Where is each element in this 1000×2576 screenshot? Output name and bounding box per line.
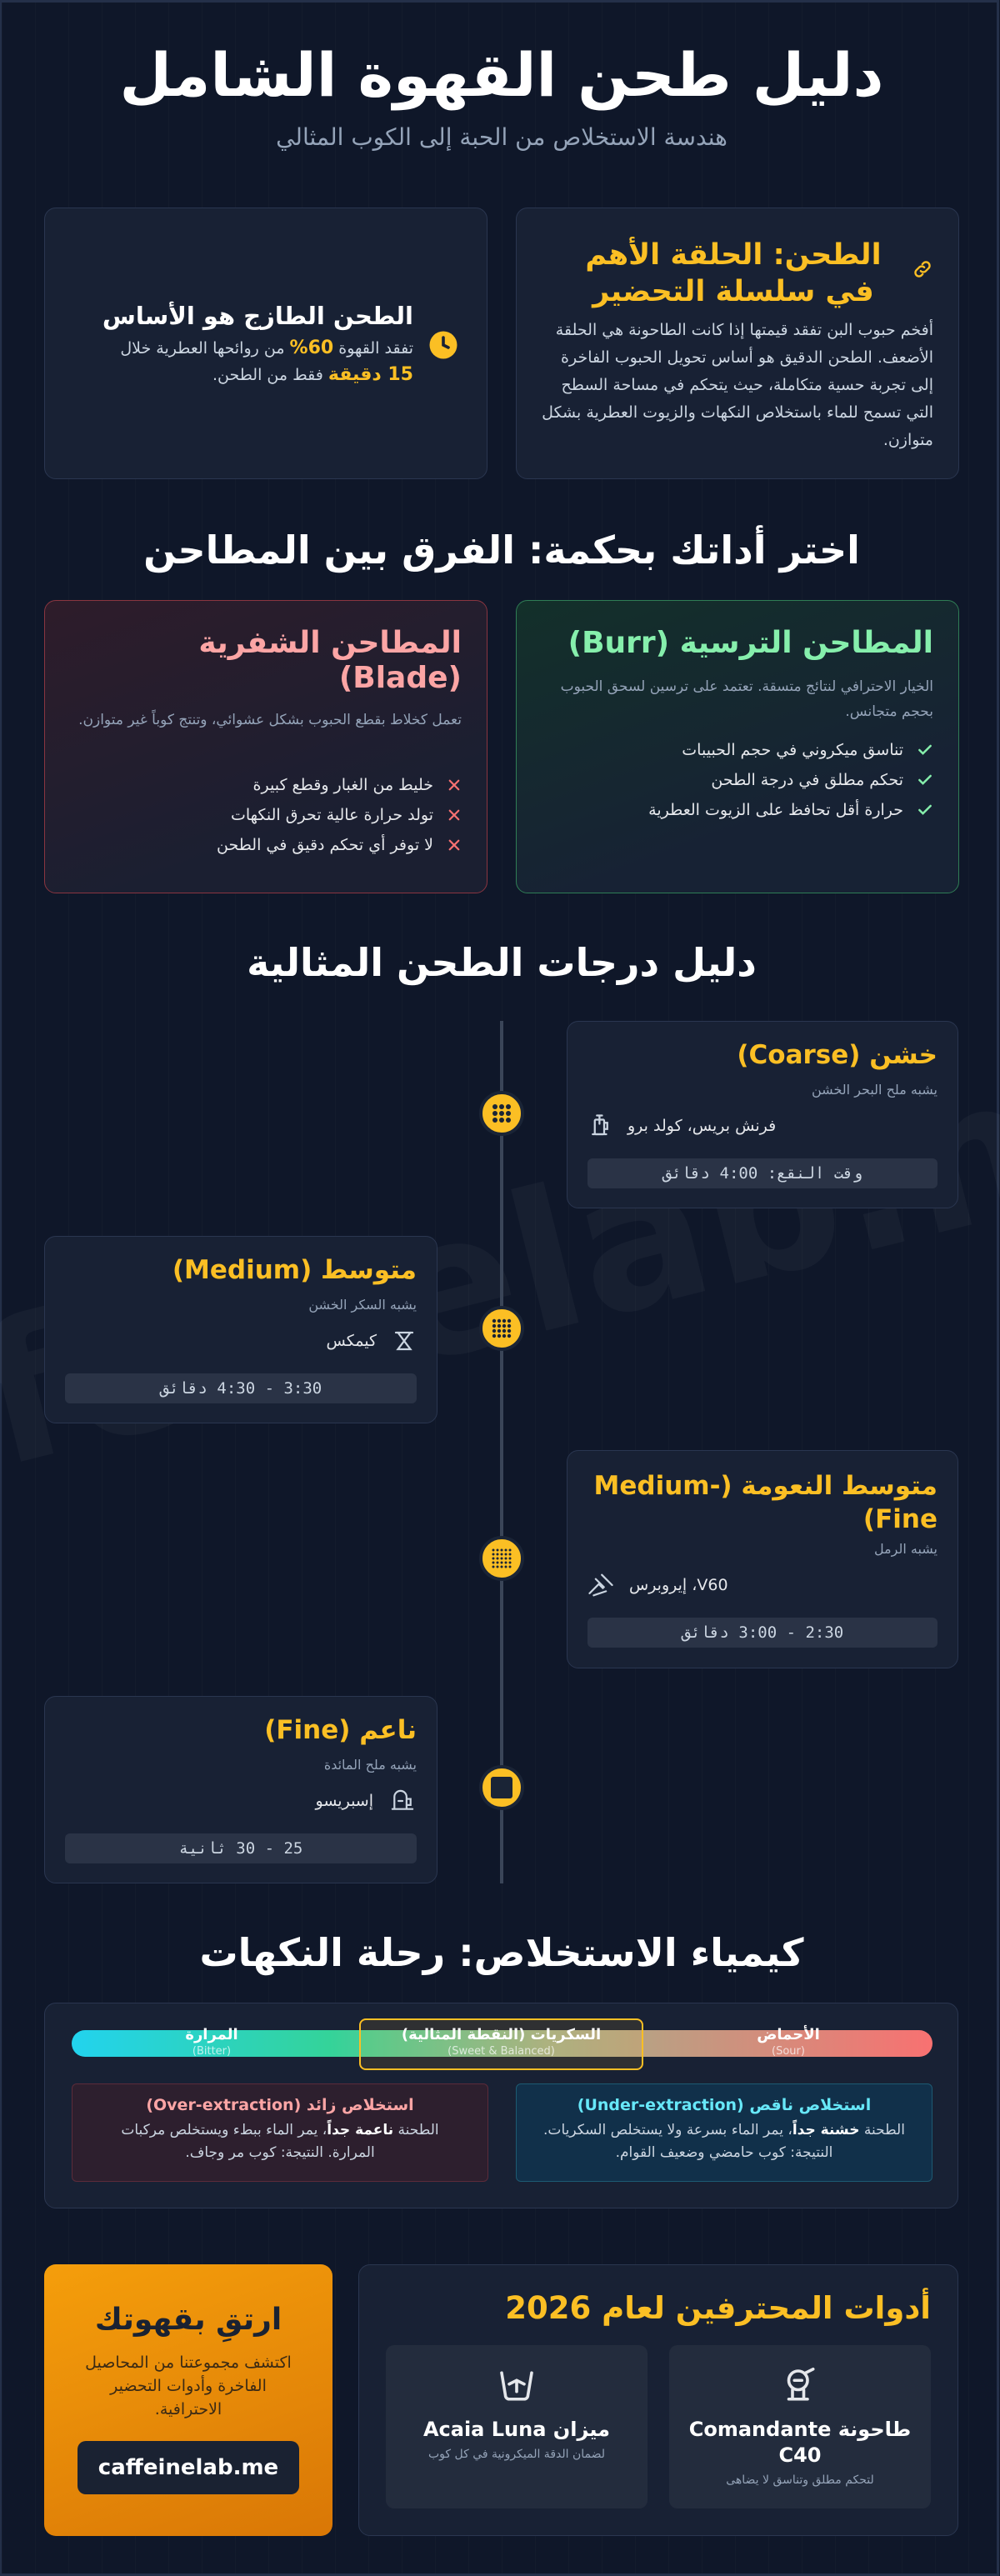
extraction-section-title: كيمياء الاستخلاص: رحلة النكهات	[200, 1930, 805, 1975]
over-title: استخلاص زائد (Over-extraction)	[147, 2096, 415, 2114]
grind-medium-fine-marker	[480, 1536, 525, 1581]
card-title-line-2: في سلسلة التحضير	[593, 275, 875, 308]
level-like: يشبه الرمل	[874, 1541, 938, 1557]
grind-level-medium	[45, 1236, 438, 1423]
cta-link-button[interactable]: caffeinelab.me	[78, 2441, 300, 2494]
burr-title: المطاحن الترسية (Burr)	[568, 626, 934, 660]
espresso-machine-icon	[389, 1788, 418, 1813]
level-name: ناعم (Fine)	[265, 1715, 418, 1745]
cta-title: ارتقِ بقهوتك	[95, 2303, 283, 2337]
blade-title: المطاحن الشفرية (Blade)	[199, 626, 462, 695]
page-subtitle: هندسة الاستخلاص من الحبة إلى الكوب المثالي	[277, 123, 728, 151]
level-method: إسبريسو	[317, 1788, 418, 1813]
level-time: 25 - 30 ثانية	[66, 1833, 418, 1863]
cross-icon	[448, 808, 462, 823]
grind-level-fine	[45, 1696, 438, 1883]
scale-icon	[495, 2363, 540, 2408]
burr-grinder-card	[517, 600, 960, 893]
level-method: V60، إيروبرس	[588, 1573, 729, 1598]
level-method: فرنش بريس، كولد برو	[588, 1113, 777, 1138]
burr-feature-item: حرارة أقل تحافظ على الزيوت العطرية	[649, 801, 934, 819]
blade-desc: تعمل كخلاط بقطع الحبوب بشكل عشوائي، وتنتج كوباً غير متوازن.	[79, 712, 462, 728]
blade-feature-item: تولد حرارة عالية تحرق النكهات	[218, 806, 462, 824]
grind-level-coarse	[568, 1021, 959, 1208]
burr-features	[649, 741, 934, 831]
level-like: يشبه ملح البحر الخشن	[812, 1082, 938, 1098]
tool-name: طاحونة Comandante C40	[689, 2418, 912, 2467]
over-extraction-box	[72, 2083, 489, 2182]
bitter-label: المرارة (Bitter)	[186, 2026, 239, 2058]
grind-medium-marker	[480, 1306, 525, 1351]
extraction-card	[45, 2003, 959, 2208]
grind-fine-marker	[480, 1765, 525, 1810]
tool-item-acaia[interactable]	[387, 2345, 648, 2508]
blade-feature-item: لا توفر أي تحكم دقيق في الطحن	[218, 836, 462, 854]
check-icon	[918, 742, 934, 758]
level-time: 2:30 - 3:00 دقائق	[588, 1618, 938, 1648]
fresh-grind-text: تفقد القهوة 60% من روائحها العطرية خلال 15 دقيقة فقط من الطحن.	[121, 338, 414, 385]
cta-card	[45, 2264, 333, 2536]
card-body: أفخم حبوب البن تفقد قيمتها إذا كانت الطاحونة هي الحلقة الأضعف. الطحن الدقيق هو أساس تحويل الحبوب الفاخرة إلى تجربة حسية متكاملة، حيث يتحكم في مساحة السطح التي تسمح للماء باستخلاص النكهات والزيوت العطرية بشكل متوازن.	[542, 321, 934, 449]
level-name: متوسط (Medium)	[172, 1255, 418, 1285]
burr-desc: الخيار الاحترافي لنتائج متسقة. تعتمد على ترسين لسحق الحبوب بحجم متجانس.	[561, 678, 934, 720]
grinders-section-title: اختر أداتك بحكمة: الفرق بين المطاحن	[144, 528, 861, 573]
burr-feature-item: تناسق ميكروني في حجم الحبيبات	[649, 741, 934, 759]
check-icon	[918, 802, 934, 818]
level-like: يشبه السكر الخشن	[309, 1297, 418, 1313]
tool-desc: لتحكم مطلق وتناسق لا يضاهى	[727, 2473, 875, 2487]
level-time: وقت النقع: 4:00 دقائق	[588, 1158, 938, 1188]
clock-icon	[429, 330, 459, 360]
blade-grinder-card	[45, 600, 488, 893]
level-name: خشن (Coarse)	[738, 1040, 938, 1070]
under-title: استخلاص ناقص (Under-extraction)	[578, 2096, 872, 2114]
grind-coarse-marker	[480, 1091, 525, 1136]
tools-title: أدوات المحترفين لعام 2026	[506, 2290, 932, 2326]
grind-level-medium-fine	[568, 1450, 959, 1668]
burr-feature-item: تحكم مطلق في درجة الطحن	[649, 771, 934, 789]
under-text: الطحنة خشنة جداً، يمر الماء بسرعة ولا يستخلص السكريات. النتيجة: كوب حامضي وضعيف القوام.	[544, 2122, 906, 2161]
grinder-icon	[778, 2363, 823, 2408]
tool-desc: لضمان الدقة الميكرونية في كل كوب	[428, 2448, 607, 2461]
pro-tools-card	[359, 2264, 959, 2536]
page-title: دليل طحن القهوة الشامل	[120, 40, 885, 110]
blade-features	[218, 776, 462, 866]
cross-icon	[448, 778, 462, 793]
tool-name: ميزان Acaia Luna	[423, 2418, 612, 2441]
tool-item-comandante[interactable]	[670, 2345, 932, 2508]
sour-label: الأحماض (Sour)	[758, 2026, 821, 2058]
cross-icon	[448, 838, 462, 853]
grinding-importance-card	[517, 208, 960, 479]
card-title-line-1: الطحن: الحلقة الأهم	[586, 238, 882, 272]
minutes-highlight: 15 دقيقة	[328, 364, 414, 385]
cta-body: اكتشف مجموعتنا من المحاصيل الفاخرة وأدوات التحضير الاحترافية.	[86, 2353, 292, 2418]
fresh-grind-title: الطحن الطازج هو الأساس	[102, 302, 414, 330]
sweet-label: السكريات (النقطة المثالية) (Sweet & Balanced)	[402, 2026, 602, 2058]
link-icon	[912, 258, 934, 280]
blade-feature-item: خليط من الغبار وقطع كبيرة	[218, 776, 462, 794]
fresh-grind-card	[45, 208, 488, 479]
level-method: كيمكس	[328, 1328, 418, 1353]
chemex-icon	[392, 1328, 418, 1353]
level-name: متوسط النعومة (-Medium Fine)	[594, 1471, 938, 1534]
french-press-icon	[588, 1113, 613, 1138]
level-like: يشبه ملح المائدة	[324, 1757, 418, 1773]
over-text: الطحنة ناعمة جداً، يمر الماء ببطء ويستخلص مركبات المرارة. النتيجة: كوب مر وجاف.	[122, 2122, 440, 2161]
timeline-line	[501, 1021, 504, 1883]
check-icon	[918, 772, 934, 788]
under-extraction-box	[517, 2083, 933, 2182]
levels-section-title: دليل درجات الطحن المثالية	[248, 940, 758, 985]
pour-over-icon	[588, 1573, 615, 1598]
level-time: 3:30 - 4:30 دقائق	[66, 1373, 418, 1403]
percent-highlight: 60%	[290, 338, 335, 358]
